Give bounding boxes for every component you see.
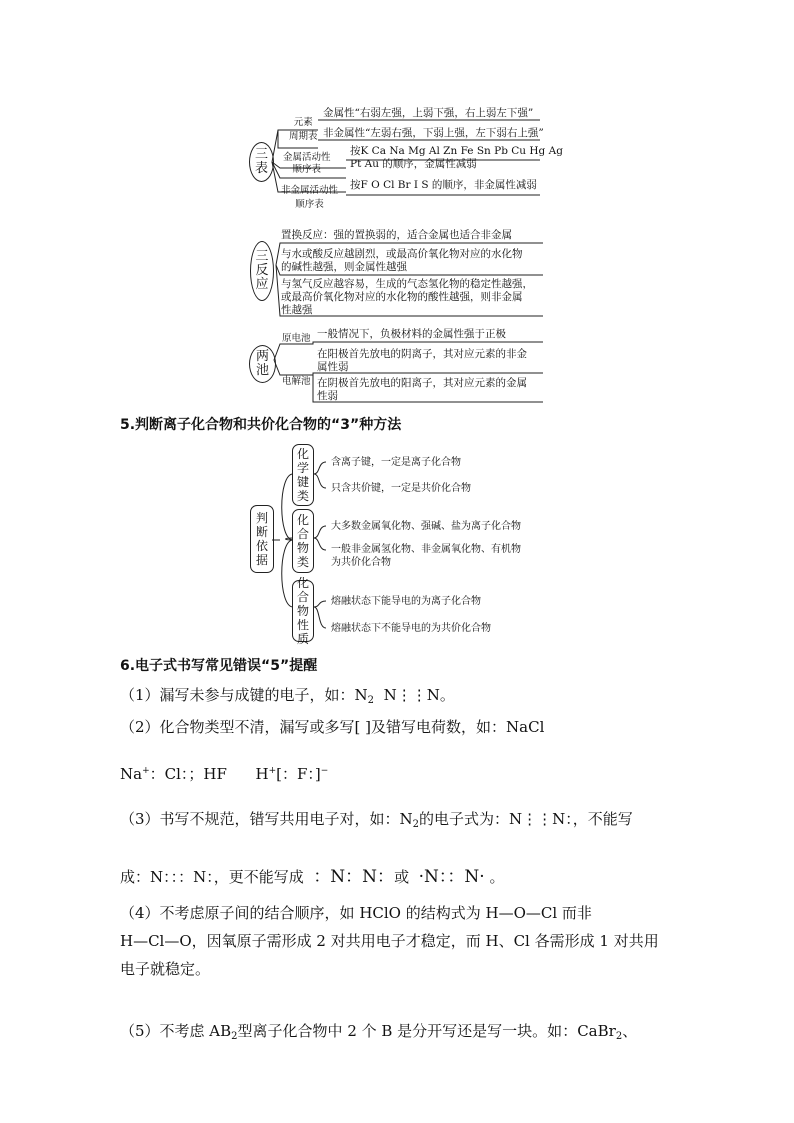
paragraph-4: （4）不考虑原子间的结合顺序，如 HClO 的结构式为 H—O—Cl 而非 H—Cl—O，因氧原子需形成 2 对共用电子才稳定，而 H、Cl 各需形成 1 对共用 电子就稳定。 (120, 904, 659, 978)
property-item-conductive: 熔融状态下能导电的为离子化合物 (331, 596, 481, 607)
metal-activity-row: 按K Ca Na Mg Al Zn Fe Sn Pb Cu Hg Ag Pt Au 的顺序，金属性减弱 (350, 145, 563, 170)
circle-char: 三 (254, 147, 268, 162)
circle-liang-chi: 两 池 (249, 345, 276, 383)
group-label-nonmetal-activity: 非金属活动性 顺序表 (281, 185, 339, 210)
group-label-periodic-table: 元素 周期表 (289, 117, 318, 142)
reaction-row-hydrogen: 与氢气反应越容易，生成的气态氢化物的稳定性越强， 或最高价氧化物对应的水化物的酸性越强，则非金属 性越强 (281, 278, 533, 316)
root-box-judgement-basis: 判 断 依 据 (250, 505, 274, 573)
label-galvanic-cell: 原电池 (282, 333, 311, 344)
paragraph-3-continued: 成：N：：：N：，更不能写成 ：N：N：或 ·N：：N· 。 (120, 867, 505, 887)
heading-5: 5.判断离子化合物和共价化合物的“3”种方法 (120, 417, 402, 433)
periodic-row-nonmetal: 非金属性“左弱右强，下弱上强，左下弱右上强” (323, 127, 544, 139)
cell-row-negative-electrode: 一般情况下，负极材料的金属性强于正极 (317, 328, 506, 340)
paragraph-5: （5）不考虑 $AB_2$型离子化合物中 2 个 B 是分开写还是写一块。如：CaBr$_2$、 (120, 1022, 638, 1042)
bond-item-covalent: 只含共价键，一定是共价化合物 (331, 483, 471, 494)
paragraph-3: （3）书写不规范，错写共用电子对，如：$N_2$的电子式为：N⋮⋮N：，不能写 (120, 810, 633, 830)
property-item-nonconductive: 熔融状态下不能导电的为共价化合物 (331, 623, 491, 634)
compound-item-covalent: 一般非金属氢化物、非金属氧化物、有机物 为共价化合物 (331, 544, 521, 568)
paragraph-2: （2）化合物类型不清，漏写或多写[ ]及错写电荷数，如：NaCl (120, 718, 545, 736)
heading-6: 6.电子式书写常见错误“5”提醒 (120, 658, 318, 674)
periodic-row-metal: 金属性“右弱左强，上弱下强，右上弱左下强” (323, 107, 534, 119)
box-bond-type: 化 学 键 类 (292, 444, 314, 506)
cell-row-cathode: 在阴极首先放电的阳离子，其对应元素的金属 性弱 (317, 377, 527, 402)
cell-row-anode: 在阳极首先放电的阴离子，其对应元素的非金 属性弱 (317, 348, 527, 373)
circle-char: 表 (254, 161, 268, 176)
reaction-row-water-acid: 与水或酸反应越剧烈，或最高价氧化物对应的水化物 的碱性越强，则金属性越强 (281, 248, 523, 273)
box-compound-property: 化 合 物 性 质 (292, 580, 314, 642)
paragraph-2-formulas: Na+：Cl：；HF H+[：F：]− (120, 765, 329, 783)
bond-item-ionic: 含离子键，一定是离子化合物 (331, 457, 461, 468)
group-label-metal-activity: 金属活动性 顺序表 (283, 152, 331, 175)
box-compound-type: 化 合 物 类 (292, 509, 314, 573)
compound-item-ionic: 大多数金属氧化物、强碱、盐为离子化合物 (331, 521, 521, 532)
label-electrolytic-cell: 电解池 (282, 376, 311, 387)
circle-san-fan-ying: 三 反 应 (250, 241, 274, 301)
paragraph-1: （1）漏写未参与成键的电子，如：$N_2$ N⋮⋮N。 (120, 686, 455, 706)
nonmetal-activity-row: 按F O Cl Br I S 的顺序，非金属性减弱 (350, 179, 537, 191)
reaction-row-displacement: 置换反应：强的置换弱的，适合金属也适合非金属 (281, 229, 512, 241)
